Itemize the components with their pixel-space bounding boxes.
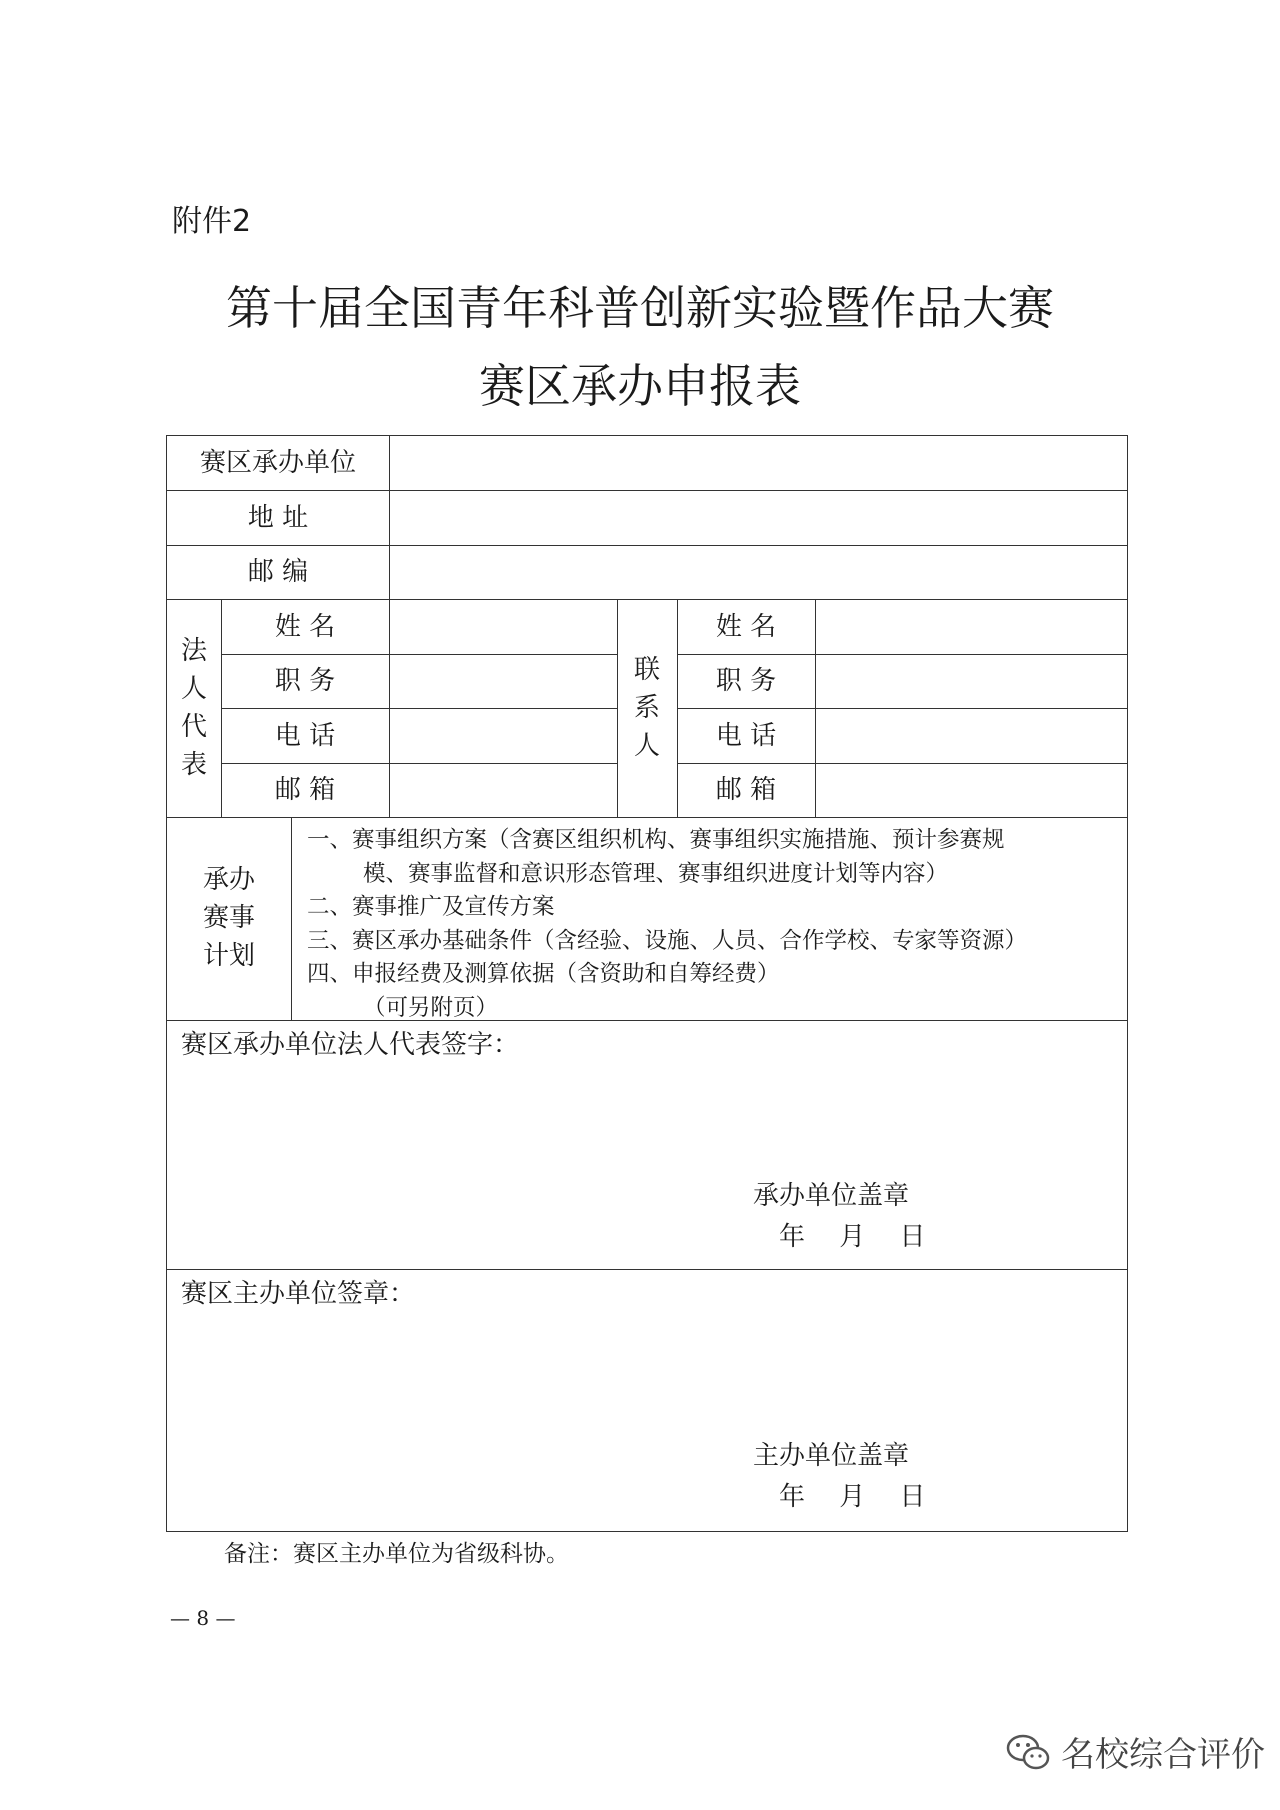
plan-items bbox=[307, 824, 1027, 1025]
page-number: — 8 — bbox=[170, 1606, 236, 1630]
attachment-label: 附件2 bbox=[172, 204, 252, 239]
contact-name-field[interactable] bbox=[817, 601, 1125, 653]
watermark bbox=[1005, 1727, 1265, 1776]
postcode-label: 邮 编 bbox=[247, 557, 309, 587]
legal-rep-position-label: 职 务 bbox=[274, 666, 336, 696]
row-divider bbox=[167, 599, 1127, 600]
watermark-text: 名校综合评价 bbox=[1061, 1735, 1265, 1775]
plan-group-label: 承办 赛事 计划 bbox=[202, 865, 255, 971]
legal-rep-email-label: 邮 箱 bbox=[274, 775, 336, 805]
document-title: 第十届全国青年科普创新实验暨作品大赛 bbox=[226, 281, 1054, 335]
row-divider bbox=[167, 490, 1127, 491]
organizer-signature-label: 赛区主办单位签章： bbox=[181, 1279, 416, 1309]
host-unit-field[interactable] bbox=[391, 437, 1125, 489]
contact-name-label: 姓 名 bbox=[715, 612, 777, 642]
plan-item: 四、申报经费及测算依据（含资助和自筹经费） bbox=[307, 961, 780, 987]
row-divider bbox=[677, 763, 1127, 764]
plan-item: 二、赛事推广及宣传方案 bbox=[307, 894, 555, 920]
plan-item: 三、赛区承办基础条件（含经验、设施、人员、合作学校、专家等资源） bbox=[307, 927, 1028, 954]
legal-rep-email-field[interactable] bbox=[391, 765, 615, 816]
contact-position-label: 职 务 bbox=[715, 666, 777, 696]
plan-item: （可另附页） bbox=[363, 994, 499, 1021]
host-seal-label: 承办单位盖章 bbox=[753, 1181, 910, 1211]
contact-position-field[interactable] bbox=[817, 656, 1125, 707]
legal-rep-phone-field[interactable] bbox=[391, 710, 615, 762]
host-signature-area[interactable] bbox=[167, 1066, 1127, 1216]
legal-rep-phone-label: 电 话 bbox=[274, 721, 336, 751]
row-divider bbox=[221, 654, 617, 655]
row-divider bbox=[167, 1269, 1127, 1270]
footnote: 备注：赛区主办单位为省级科协。 bbox=[224, 1541, 569, 1567]
postcode-field[interactable] bbox=[391, 546, 1125, 598]
contact-group-label: 联 系 人 bbox=[633, 655, 660, 761]
plan-item: 模、赛事监督和意识形态管理、赛事组织进度计划等内容） bbox=[363, 860, 949, 887]
application-form-table bbox=[166, 435, 1128, 1532]
legal-rep-group-label: 法 人 代 表 bbox=[180, 636, 207, 780]
host-unit-label: 赛区承办单位 bbox=[199, 448, 357, 478]
row-divider bbox=[677, 708, 1127, 709]
row-divider bbox=[221, 763, 617, 764]
column-divider bbox=[677, 599, 678, 817]
column-divider bbox=[221, 599, 222, 817]
row-divider bbox=[677, 654, 1127, 655]
plan-item: 一、赛事组织方案（含赛区组织机构、赛事组织实施措施、预计参赛规 bbox=[307, 827, 1005, 853]
row-divider bbox=[221, 708, 617, 709]
column-divider bbox=[617, 599, 618, 817]
organizer-date-label: 年 月 日 bbox=[779, 1482, 926, 1512]
column-divider bbox=[291, 817, 292, 1020]
column-divider bbox=[389, 436, 390, 817]
column-divider bbox=[815, 599, 816, 817]
organizer-seal-label: 主办单位盖章 bbox=[753, 1441, 910, 1471]
wechat-icon bbox=[1005, 1732, 1051, 1772]
legal-rep-position-field[interactable] bbox=[391, 656, 615, 707]
row-divider bbox=[167, 817, 1127, 818]
document-subtitle: 赛区承办申报表 bbox=[479, 359, 801, 413]
contact-phone-field[interactable] bbox=[817, 710, 1125, 762]
organizer-signature-area[interactable] bbox=[167, 1316, 1127, 1466]
host-date-label: 年 月 日 bbox=[779, 1222, 926, 1252]
contact-email-field[interactable] bbox=[817, 765, 1125, 816]
contact-email-label: 邮 箱 bbox=[715, 775, 777, 805]
address-field[interactable] bbox=[391, 492, 1125, 544]
host-signature-label: 赛区承办单位法人代表签字： bbox=[181, 1030, 520, 1060]
contact-phone-label: 电 话 bbox=[715, 721, 777, 751]
address-label: 地 址 bbox=[247, 503, 309, 533]
legal-rep-name-label: 姓 名 bbox=[274, 612, 336, 642]
legal-rep-name-field[interactable] bbox=[391, 601, 615, 653]
